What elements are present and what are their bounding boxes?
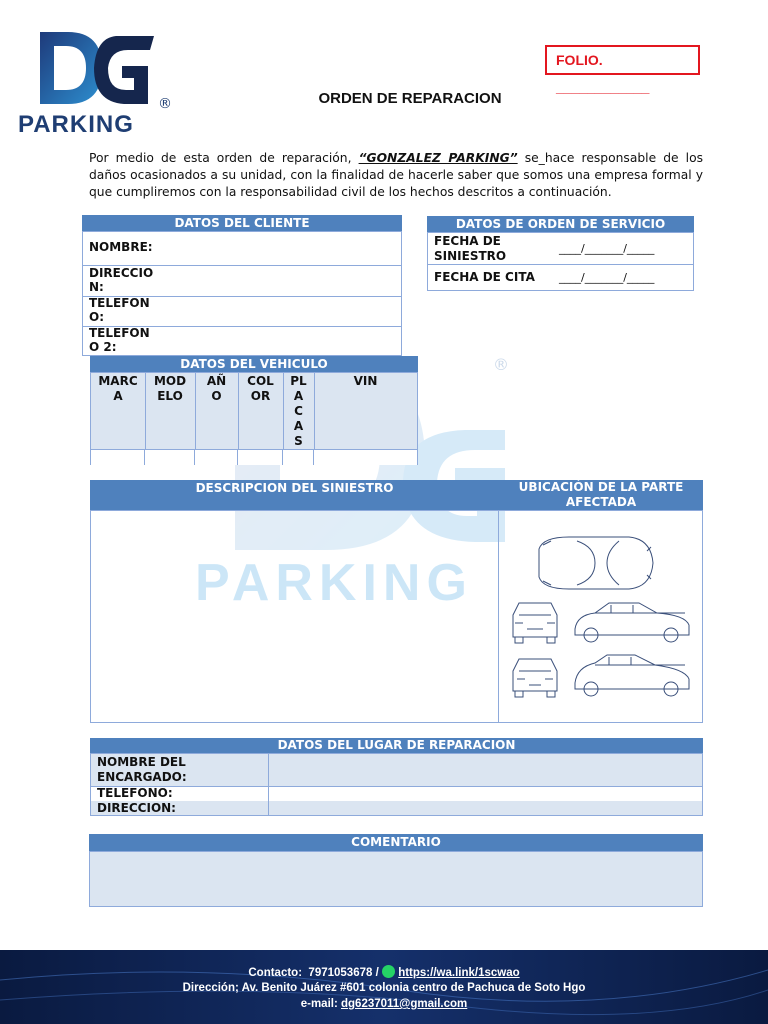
- fecha-cita-label: FECHA DE CITA: [434, 270, 535, 284]
- vehiculo-value-row[interactable]: [91, 449, 417, 465]
- cliente-row: [83, 296, 401, 327]
- comentario-header: COMENTARIO: [89, 834, 703, 851]
- cliente-row: [83, 265, 401, 297]
- ubicacion-diagram-area[interactable]: [498, 510, 703, 723]
- ubicacion-header: UBICACIÓN DE LA PARTE AFECTADA: [499, 480, 703, 510]
- lugar-row: [91, 801, 702, 815]
- cliente-row: [83, 232, 401, 266]
- direccion-lugar-label: DIRECCION:: [97, 801, 176, 815]
- telefono2-label: TELEFON O 2:: [89, 326, 150, 354]
- lugar-row: [91, 754, 702, 787]
- servicio-row: [428, 264, 693, 291]
- vehiculo-col: COL OR: [238, 373, 284, 449]
- servicio-table: [427, 232, 694, 291]
- footer-contact-line: Contacto: 7971053678 / https://wa.link/1scwao: [248, 967, 520, 979]
- siniestro-header: DESCRIPCION DEL SINIESTRO: [90, 480, 499, 510]
- dg-parking-logo: [16, 28, 176, 136]
- telefono-label: TELEFON O:: [89, 296, 150, 324]
- lugar-table: [90, 753, 703, 816]
- company-name: “GONZALEZ PARKING”: [358, 151, 518, 165]
- siniestro-description-area[interactable]: [90, 510, 499, 723]
- cliente-table: [82, 231, 402, 356]
- vehiculo-col: VIN: [353, 374, 378, 388]
- footer-email-line: e-mail: dg6237011@gmail.com: [300, 998, 468, 1010]
- fecha-siniestro-value[interactable]: ____/_______/_____: [559, 242, 655, 255]
- svg-text:PARKING: PARKING: [18, 111, 134, 136]
- page-title: ORDEN DE REPARACION: [318, 90, 502, 107]
- vehiculo-col: AÑ O: [195, 373, 239, 449]
- email-link[interactable]: dg6237011@gmail.com: [341, 998, 468, 1010]
- vehiculo-col: MARC A: [91, 373, 146, 449]
- car-damage-diagram: [499, 511, 704, 724]
- lugar-header: DATOS DEL LUGAR DE REPARACION: [90, 738, 703, 753]
- servicio-row: [428, 233, 693, 265]
- telefono-lugar-label: TELEFONO:: [97, 786, 173, 800]
- nombre-encargado-label: NOMBRE DEL ENCARGADO:: [97, 755, 187, 784]
- svg-text:®: ®: [493, 355, 509, 374]
- servicio-header: DATOS DE ORDEN DE SERVICIO: [427, 216, 694, 232]
- whatsapp-link[interactable]: https://wa.link/1scwao: [398, 967, 520, 979]
- fecha-siniestro-label: FECHA DE SINIESTRO: [434, 234, 507, 263]
- footer-address: Dirección; Av. Benito Juárez #601 colonia centro de Pachuca de Soto Hgo: [182, 982, 586, 994]
- vehiculo-col: PL A C A S: [283, 373, 315, 449]
- comentario-area[interactable]: [89, 851, 703, 907]
- fecha-cita-value[interactable]: ____/_______/_____: [559, 271, 655, 284]
- folio-field[interactable]: FOLIO. ____________: [545, 45, 700, 75]
- vehiculo-table: [90, 372, 418, 465]
- cliente-header: DATOS DEL CLIENTE: [82, 215, 402, 231]
- direccion-label: DIRECCIO N:: [89, 266, 154, 294]
- registered-mark: ®: [158, 96, 172, 112]
- nombre-label: NOMBRE:: [89, 240, 153, 254]
- vehiculo-col: MOD ELO: [145, 373, 196, 449]
- vehiculo-header: DATOS DEL VEHICULO: [90, 356, 418, 372]
- whatsapp-icon: [382, 965, 395, 978]
- intro-paragraph: Por medio de esta orden de reparación, “GONZALEZ PARKING” se_hace responsable de los daños ocasionados a su unidad, con la finalidad de hacerle saber que somos una empresa formal y que cumpliremos con la responsabilidad civil de los hechos descritos a continuación.: [89, 151, 703, 199]
- cliente-row: [83, 326, 401, 356]
- svg-text:PARKING: PARKING: [195, 554, 473, 612]
- footer-phone: 7971053678: [308, 967, 373, 979]
- lugar-row: [91, 786, 702, 802]
